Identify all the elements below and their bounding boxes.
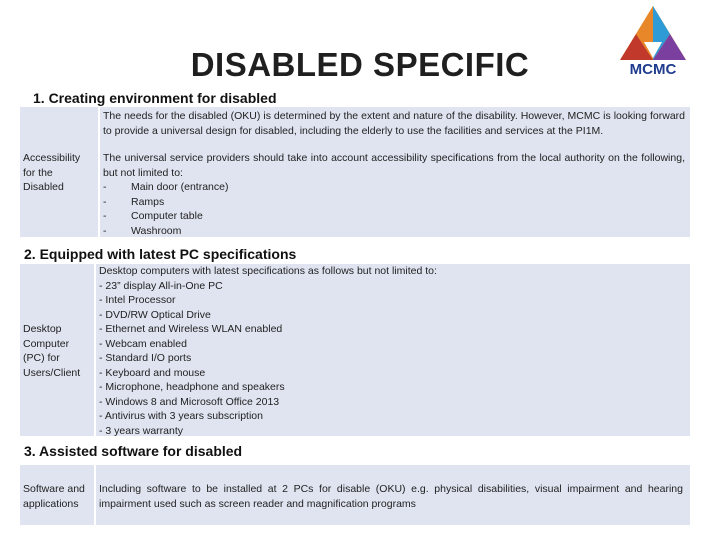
section-2-spec-list [99,264,679,438]
spec-line: - Ethernet and Wireless WLAN enabled [99,323,283,335]
page-title: DISABLED SPECIFIC [190,46,530,83]
section-1-bullets [103,180,503,238]
spec-line: - 23” display All-in-One PC [99,279,223,292]
bullet-item: - Computer table [103,210,203,222]
logo-text: MCMC [629,61,677,76]
spec-line: - Standard I/O ports [99,352,192,364]
section-3-label: Software and applications [23,483,85,510]
section-1-body: The universal service providers should take into account accessibility specifications from the local authority on the following, but not limited to: [103,152,685,179]
spec-line: Desktop computers with latest specifications as follows but not limited to: [99,265,437,277]
spec-line: - Antivirus with 3 years subscription [99,410,263,422]
section-1-intro: The needs for the disabled (OKU) is determined by the extent and nature of the disability. However, MCMC is looking forward to provide a universal design for disabled, including the elderly to use the facilities and services at the PI1M. [103,110,685,137]
section-1-label: Accessibility for the Disabled [23,152,81,193]
spec-line: - Keyboard and mouse [99,366,206,379]
bullet-item: - Washroom [103,224,182,237]
spec-line: - Microphone, headphone and speakers [99,381,285,393]
section-heading-2: 2. Equipped with latest PC specifications [24,246,297,262]
bullet-item: - Main door (entrance) [103,181,229,193]
spec-line: - DVD/RW Optical Drive [99,308,211,321]
spec-line: - Intel Processor [99,294,176,306]
section-3-body: Including software to be installed at 2 PCs for disable (OKU) e.g. physical disabilities, visual impairment and hearing impairment used such as screen reader and magnification programs [99,483,683,510]
section-heading-3: 3. Assisted software for disabled [24,443,243,459]
mcmc-logo [618,4,688,76]
section-heading-1: 1. Creating environment for disabled [33,90,277,106]
spec-line: - Webcam enabled [99,337,187,350]
spec-line: - Windows 8 and Microsoft Office 2013 [99,395,280,408]
spec-line: - 3 years warranty [99,424,184,437]
section-2-label: Desktop Computer (PC) for Users/Client [23,323,81,379]
bullet-item: - Ramps [103,195,165,208]
